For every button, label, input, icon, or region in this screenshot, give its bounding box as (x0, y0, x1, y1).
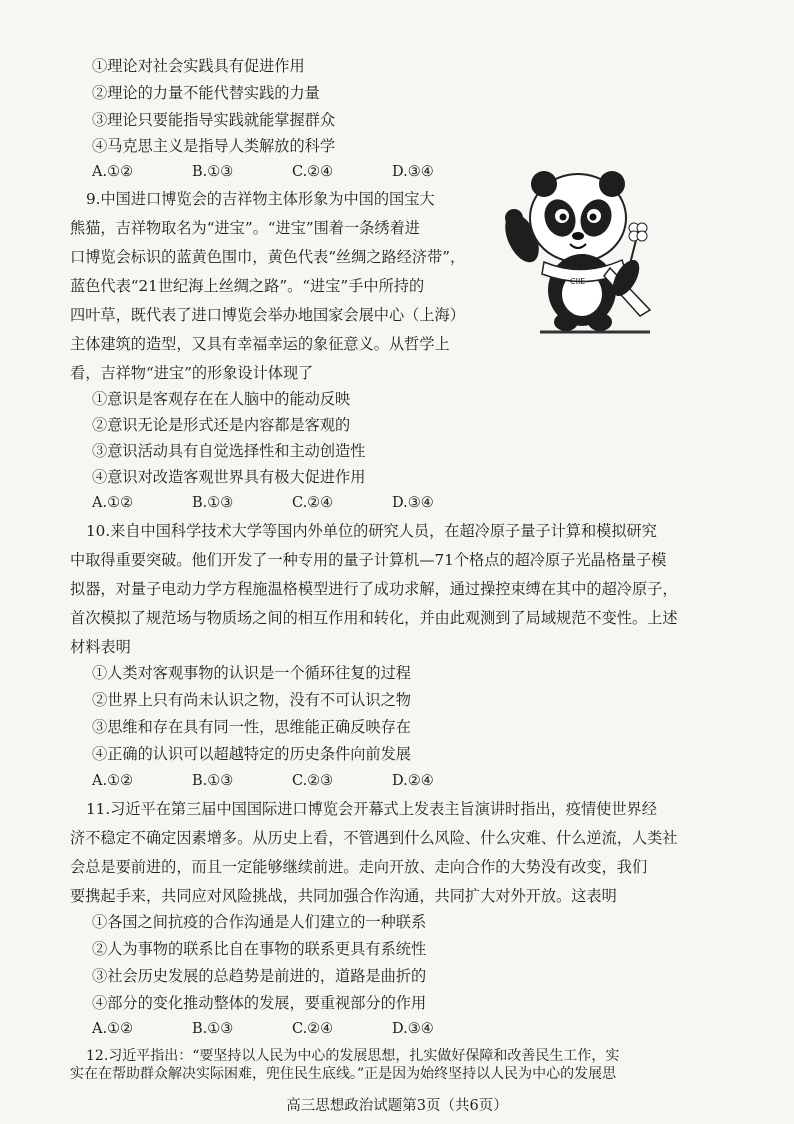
q9-line-7: 看，吉祥物“进宝”的形象设计体现了 (70, 364, 314, 382)
q8-choice-c: C.②④ (292, 164, 334, 180)
q12-line-1: 12.习近平指出：“要坚持以人民为中心的发展思想，扎实做好保障和改善民生工作，实 (86, 1048, 620, 1064)
q9-option-3: ③意识活动具有自觉选择性和主动创造性 (92, 442, 366, 460)
q8-option-1: ①理论对社会实践具有促进作用 (92, 57, 305, 75)
q10-option-3: ③思维和存在具有同一性，思维能正确反映存在 (92, 718, 411, 736)
q9-line-6: 主体建筑的造型，又具有幸福幸运的象征意义。从哲学上 (70, 335, 450, 353)
q11-choice-a: A.①② (92, 1021, 134, 1037)
q10-option-2: ②世界上只有尚未认识之物，没有不可认识之物 (92, 691, 411, 709)
show-through-text (520, 62, 534, 82)
q8-choice-b: B.①③ (192, 164, 234, 180)
panda-mascot-illustration (500, 160, 660, 340)
q9-line-3: 口博览会标识的蓝黄色围巾，黄色代表“丝绸之路经济带”， (70, 248, 466, 266)
q8-choice-d: D.③④ (392, 164, 434, 180)
q9-choice-d: D.③④ (392, 495, 434, 511)
q10-option-4: ④正确的认识可以超越特定的历史条件向前发展 (92, 745, 411, 763)
q8-choice-a: A.①② (92, 164, 134, 180)
q9-line-2: 熊猫，吉祥物取名为“进宝”。“进宝”围着一条绣着进 (70, 219, 420, 237)
q11-option-4: ④部分的变化推动整体的发展，要重视部分的作用 (92, 994, 427, 1012)
q9-line-5: 四叶草，既代表了进口博览会举办地国家会展中心（上海） (70, 306, 465, 324)
q12-line-2: 实在在帮助群众解决实际困难，兜住民生底线。”正是因为始终坚持以人民为中心的发展思 (70, 1066, 617, 1082)
q10-choice-b: B.①③ (192, 773, 234, 789)
q11-option-2: ②人为事物的联系比自在事物的联系更具有系统性 (92, 940, 427, 958)
q11-option-3: ③社会历史发展的总趋势是前进的，道路是曲折的 (92, 967, 427, 985)
q11-choice-d: D.③④ (392, 1021, 434, 1037)
q10-choice-d: D.②④ (392, 773, 434, 789)
q8-option-2: ②理论的力量不能代替实践的力量 (92, 84, 320, 102)
q10-option-1: ①人类对客观事物的认识是一个循环往复的过程 (92, 664, 411, 682)
q9-option-1: ①意识是客观存在在人脑中的能动反映 (92, 390, 351, 408)
q10-line-2: 中取得重要突破。他们开发了一种专用的量子计算机—71个格点的超冷原子光晶格量子模 (70, 551, 667, 569)
q8-option-3: ③理论只要能指导实践就能掌握群众 (92, 111, 335, 129)
q10-line-1: 10.来自中国科学技术大学等国内外单位的研究人员，在超冷原子量子计算和模拟研究 (86, 522, 657, 540)
q10-line-3: 拟器，对量子电动力学方程施温格模型进行了成功求解，通过操控束缚在其中的超冷原子， (70, 580, 678, 598)
q11-line-2: 济不稳定不确定因素增多。从历史上看，不管遇到什么风险、什么灾难、什么逆流，人类社 (70, 829, 678, 847)
q10-line-5: 材料表明 (70, 638, 131, 656)
q11-option-1: ①各国之间抗疫的合作沟通是人们建立的一种联系 (92, 913, 427, 931)
q8-option-4: ④马克思主义是指导人类解放的科学 (92, 137, 335, 155)
q9-choice-a: A.①② (92, 495, 134, 511)
q10-line-4: 首次模拟了规范场与物质场之间的相互作用和转化，并由此观测到了局域规范不变性。上述 (70, 609, 678, 627)
q9-option-4: ④意识对改造客观世界具有极大促进作用 (92, 468, 366, 486)
q9-line-1: 9.中国进口博览会的吉祥物主体形象为中国的国宝大 (86, 190, 435, 208)
q9-line-4: 蓝色代表“21世纪海上丝绸之路”。“进宝”手中所持的 (70, 277, 425, 295)
q11-choice-c: C.②④ (292, 1021, 334, 1037)
q9-option-2: ②意识无论是形式还是内容都是客观的 (92, 416, 351, 434)
q11-choice-b: B.①③ (192, 1021, 234, 1037)
q10-choice-a: A.①② (92, 773, 134, 789)
q9-choice-b: B.①③ (192, 495, 234, 511)
q11-line-4: 要携起手来，共同应对风险挑战，共同加强合作沟通，共同扩大对外开放。这表明 (70, 887, 617, 905)
q9-choice-c: C.②④ (292, 495, 334, 511)
q11-line-3: 会总是要前进的，而且一定能够继续前进。走向开放、走向合作的大势没有改变，我们 (70, 858, 648, 876)
q11-line-1: 11.习近平在第三届中国国际进口博览会开幕式上发表主旨演讲时指出，疫情使世界经 (86, 800, 657, 818)
page-footer: 高三思想政治试题第3页（共6页） (286, 1098, 508, 1114)
q10-choice-c: C.②③ (292, 773, 334, 789)
mascot-scarf-label: CIIE (570, 277, 586, 286)
